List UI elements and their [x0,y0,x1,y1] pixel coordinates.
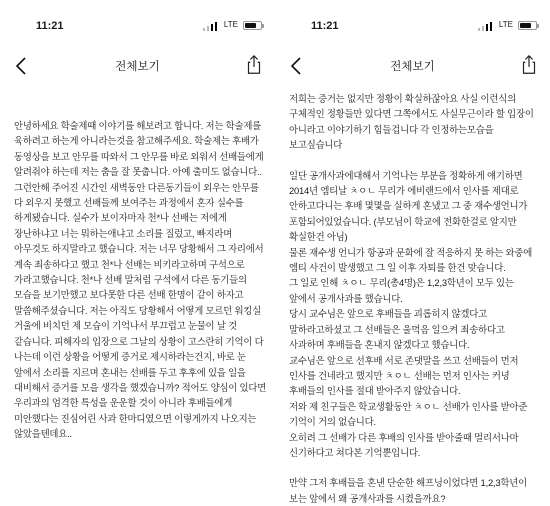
post-paragraph: 교수님은 앞으로 선후배 서로 존댓말을 쓰고 선배들이 먼저 인사를 건네라고 했지만 ㅊㅇㄴ 선배는 먼저 인사는 커녕 후배들의 인사를 절대 받아주지 않았습니다. [289,354,519,397]
post-paragraph: 일단 공개사과에대해서 기억나는 부분을 정확하게 얘기하면 2014년 엠티날 ㅊㅇㄴ 무리가 에비랜드에서 인사를 제대로 안하고다니는 후배 몇몇을 실하게 혼냈고 그 중 재수생언니가 포함되어있었습니다. (부모님이 학교에 전화한걸로 알지만 확실한건 아님) [289,169,528,243]
share-icon[interactable] [243,54,265,76]
battery-icon [518,21,537,30]
status-bar [275,0,550,38]
post-paragraph: 저와 제 친구들은 학교생활동안 ㅊㅇㄴ 선배가 인사를 받아준 기억이 거의 없습니다. [289,400,528,428]
share-icon[interactable] [518,54,540,76]
signal-icon [478,22,492,31]
page-title: 전체보기 [390,59,435,73]
post-paragraph: 그 일로 인해 ㅊㅇㄴ 무리(총4명)은 1,2,3학년이 모두 있는 앞에서 공개사과를 했습니다. [289,277,514,304]
status-bar [0,0,275,38]
post-paragraph: 오히려 그 선배가 다른 후배의 인사를 받아줄때 멀리서나마 신기하다고 쳐다본 기억뿐입니다. [289,431,519,458]
signal-icon [203,22,217,31]
nav-bar [275,54,550,84]
post-paragraph: 물론 재수생 언니가 항공과 문화에 잘 적응하지 못 하는 와중에 엠티 사건이 발생했고 그 일 이후 자퇴를 한건 맞습니다. [289,246,533,274]
post-paragraph: 안녕하세요 학술제때 이야기를 해보려고 합니다. 저는 학술제를 육하려고 하는게 아니라는것을 참고해주세요. 학술제는 후배가 동영상을 보고 안무를 따와서 그 안무를 바로 외워서 선배들에게 알려줘야 하는데 저는 춤을 잘 못춥니다. 아예 출미도 없습니다.. 그런안해 주어진 시간인 새벽동안 다른동기들이 외우는 안무를 다 외우지 못했고 선배들께 보여주는 과정에서 혼자 실수를 하게됐습니다. 실수가 보이자마자 천*나 선배는 저에게 장난하냐고 너는 뭐하는애냐고 소리를 질렀고, 빠지라며 아무것도 하지말라고 했습니다. 저는 너무 당황해서 그 자리에서 계속 죄송하다고 했고 천*나 선배는 비키라고하며 구석으로 가라고했습니다. 천*나 선배 말처럼 구석에서 다른 동기들의 모습을 보기만했고 보다못한 다른 선배 한명이 같이 하자고 말씀해주셨습니다. 저는 아직도 당황해서 어떻게 모르던 워킹실 거울에 비치던 제 모습이 기억나서 부끄럽고 눈물이 날 것 같습니다. 피해자의 입장으로 그날의 상황이 고스란히 기억이 다 나는데 이런 상황을 어떻게 증거로 제시하라는건지, 바로 눈 앞에서 소리를 지르며 혼내는 선배를 두고 후후에 있을 일을 대비해서 증거를 모을 생각을 했겠습니까? 적어도 양심이 있다면 우리과의 엄격한 특성을 운운할 것이 아니라 후배들에게 미안했다는 진심어린 사과 한마디였으면 이렇게까지 나오지는 않았을텐데요.. [14,120,267,440]
battery-icon [243,21,262,30]
network-label: LTE [498,20,513,29]
phone-screen-right [275,0,550,504]
post-body [14,118,267,442]
status-time: 11:21 [36,20,64,32]
post-paragraph: 만약 그저 후배들을 혼낸 단순한 해프닝이었다면 1,2,3학년이 보는 앞에서 왜 공개사과를 시켰을까요? [289,477,527,504]
nav-bar [0,54,275,84]
post-body [289,91,542,506]
post-paragraph: 저희는 증거는 없지만 정황이 확실하잖아요 사실 이런식의 구체적인 정황들만 있다면 그쪽에서도 사실무근이라 할 입장이 아니라고 이야기하기 힘들겁니다 각 인정하는모습을 보고싶습니다 [289,93,534,151]
page-title: 전체보기 [115,59,160,73]
network-label: LTE [223,20,238,29]
status-time: 11:21 [311,20,339,32]
post-paragraph: 당시 교수님은 앞으로 후배들을 괴롭히지 않겠다고 말하라고하셨고 그 선배들은 울먹음 일으켜 죄송하다고 사과하며 후배들을 혼내지 않겠다고 했습니다. [289,308,505,351]
phone-screen-left [0,0,275,467]
